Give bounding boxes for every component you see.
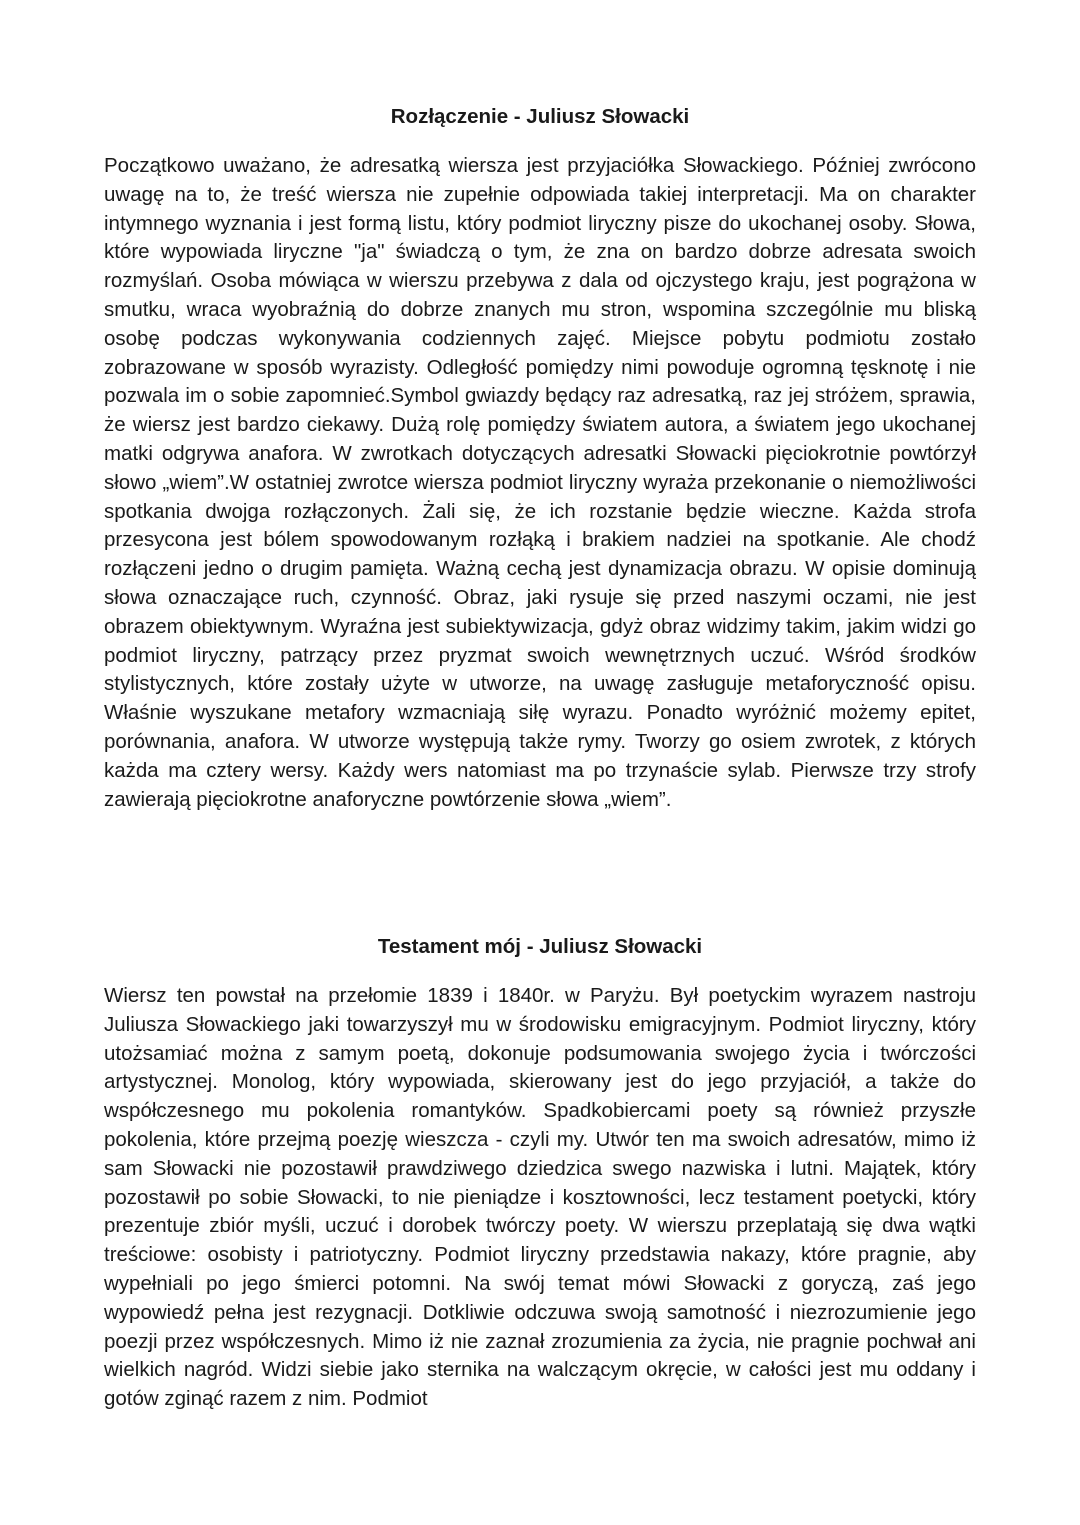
section-testament-moj [104,932,976,1414]
section-body: Wiersz ten powstał na przełomie 1839 i 1840r. w Paryżu. Był poetyckim wyrazem nastroju Juliusza Słowackiego jaki towarzyszył mu w środowisku emigracyjnym. Podmiot liryczny, który utożsamiać można z samym poetą, dokonuje podsumowania swojego życia i twórczości artystycznej. Monolog, który wypowiada, skierowany jest do jego przyjaciół, a także do współczesnego mu pokolenia romantyków. Spadkobiercami poety są również przyszłe pokolenia, które przejmą poezję wieszcza - czyli my. Utwór ten ma swoich adresatów, mimo iż sam Słowacki nie pozostawił prawdziwego dziedzica swego nazwiska i lutni. Majątek, który pozostawił po sobie Słowacki, to nie pieniądze i kosztowności, lecz testament poetycki, który prezentuje zbiór myśli, uczuć i dorobek twórczy poety. W wierszu przeplatają się dwa wątki treściowe: osobisty i patriotyczny. Podmiot liryczny przedstawia nakazy, które pragnie, aby wypełniali po jego śmierci potomni. Na swój temat mówi Słowacki z goryczą, zaś jego wypowiedź pełna jest rezygnacji. Dotkliwie odczuwa swoją samotność i niezrozumienie jego poezji przez współczesnych. Mimo iż nie zaznał zrozumienia za życia, nie pragnie pochwał ani wielkich nagród. Widzi siebie jako sternika na walczącym okręcie, w całości jest mu oddany i gotów zginąć razem z nim. Podmiot [104,984,976,1411]
section-body: Początkowo uważano, że adresatką wiersza jest przyjaciółka Słowackiego. Później zwrócono uwagę na to, że treść wiersza nie zupełnie odpowiada takiej interpretacji. Ma on charakter intymnego wyznania i jest formą listu, który podmiot liryczny pisze do ukochanej osoby. Słowa, które wypowiada liryczne "ja" świadczą o tym, że zna on bardzo dobrze adresata swoich rozmyślań. Osoba mówiąca w wierszu przebywa z dala od ojczystego kraju, jest pogrążona w smutku, wraca wyobraźnią do dobrze znanych mu stron, wspomina szczególnie mu bliską osobę podczas wykonywania codziennych zajęć. Miejsce pobytu podmiotu zostało zobrazowane w sposób wyrazisty. Odległość pomiędzy nimi powoduje ogromną tęsknotę i nie pozwala im o sobie zapomnieć.Symbol gwiazdy będący raz adresatką, raz jej stróżem, sprawia, że wiersz jest bardzo ciekawy. Dużą rolę pomiędzy światem autora, a światem jego ukochanej matki odgrywa anafora. W zwrotkach dotyczących adresatki Słowacki pięciokrotnie powtórzył słowo „wiem”.W ostatniej zwrotce wiersza podmiot liryczny wyraża przekonanie o niemożliwości spotkania dwojga rozłączonych. Żali się, że ich rozstanie będzie wieczne. Każda strofa przesycona jest bólem spowodowanym rozłąką i brakiem nadziei na spotkanie. Ale chodź rozłączeni jedno o drugim pamięta. Ważną cechą jest dynamizacja obrazu. W opisie dominują słowa oznaczające ruch, czynność. Obraz, jaki rysuje się przed naszymi oczami, nie jest obrazem obiektywnym. Wyraźna jest subiektywizacja, gdyż obraz widzimy takim, jakim widzi go podmiot liryczny, patrzący przez pryzmat swoich wewnętrznych uczuć. Wśród środków stylistycznych, które zostały użyte w utworze, na uwagę zasługuje metaforyczność opisu. Właśnie wyszukane metafory wzmacniają siłę wyrazu. Ponadto wyróżnić możemy epitet, porównania, anafora. W utworze występują także rymy. Tworzy go osiem zwrotek, z których każda ma cztery wersy. Każdy wers natomiast ma po trzynaście sylab. Pierwsze trzy strofy zawierają pięciokrotne anaforyczne powtórzenie słowa „wiem”. [104,154,976,811]
section-rozlaczenie [104,102,976,814]
section-title: Rozłączenie - Juliusz Słowacki [390,105,690,128]
section-title: Testament mój - Juliusz Słowacki [377,935,703,958]
